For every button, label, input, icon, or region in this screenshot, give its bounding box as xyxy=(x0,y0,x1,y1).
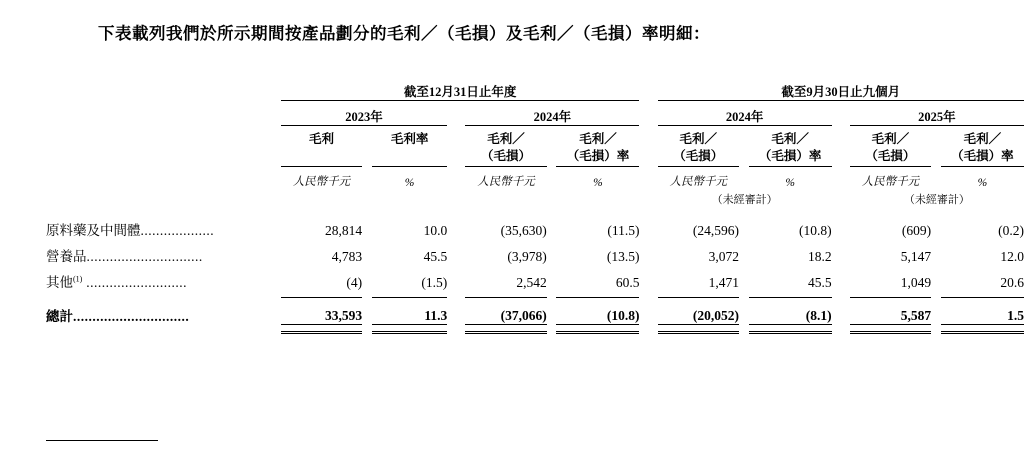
total-value-7: 1.5 xyxy=(941,298,1024,325)
col-header-1-line1: 毛利 xyxy=(308,132,334,146)
total-row xyxy=(46,298,1024,325)
row-label-raw-materials: 原料藥及中間體................... xyxy=(46,223,215,238)
col-header-1-line2 xyxy=(281,149,362,167)
audit-note-2025: （未經審計） xyxy=(903,194,970,206)
table-row xyxy=(46,239,1024,265)
col-header-8-line1: 毛利／ xyxy=(963,132,1002,146)
year-header-2023: 2023年 xyxy=(281,107,448,126)
footnote-divider xyxy=(46,440,158,441)
row-0-value-7: (0.2) xyxy=(998,223,1024,238)
row-2-value-2: 2,542 xyxy=(516,275,547,290)
footnote-marker: (1) xyxy=(73,274,83,284)
table-row xyxy=(46,265,1024,291)
row-label-others: 其他$^{(1)}$ .......................... xyxy=(46,274,187,290)
row-1-value-1: 45.5 xyxy=(423,249,448,264)
row-0-value-0: 28,814 xyxy=(325,223,363,238)
col-header-3-line1: 毛利／ xyxy=(487,132,525,146)
group-header-ninemonths: 截至9月30日止九個月 xyxy=(658,82,1024,101)
total-value-2: (37,066) xyxy=(465,298,546,325)
row-2-value-4: 1,471 xyxy=(708,275,739,290)
unit-6: % xyxy=(785,177,795,189)
col-header-6-line1: 毛利／ xyxy=(771,132,809,146)
unit-5: 人民幣千元 xyxy=(669,176,727,188)
col-header-5-line2: （毛損） xyxy=(658,149,739,167)
total-row-label: 總計.............................. xyxy=(46,308,190,324)
col-header-4-line2: （毛損）率 xyxy=(556,149,639,167)
total-value-1: 11.3 xyxy=(372,298,447,325)
units-row xyxy=(46,167,1024,190)
intro-paragraph: 下表載列我們於所示期間按產品劃分的毛利／（毛損）及毛利／（毛損）率明細： xyxy=(98,24,710,43)
row-1-value-5: 18.2 xyxy=(808,249,832,264)
row-0-value-4: (24,596) xyxy=(692,223,739,238)
year-header-2025-nine: 2025年 xyxy=(850,107,1024,126)
unit-7: 人民幣千元 xyxy=(861,176,920,188)
row-0-value-3: (11.5) xyxy=(607,223,640,238)
total-value-4: (20,052) xyxy=(658,298,739,325)
audit-note-2024: （未經審計） xyxy=(711,194,778,206)
row-1-value-4: 3,072 xyxy=(708,249,739,264)
unit-3: 人民幣千元 xyxy=(477,176,535,188)
row-2-value-6: 1,049 xyxy=(900,275,932,290)
row-2-value-1: (1.5) xyxy=(421,275,448,290)
column-header-line2-row xyxy=(46,149,1024,167)
col-header-6-line2: （毛損）率 xyxy=(749,149,832,167)
col-header-2-line2 xyxy=(372,149,447,167)
unit-2: % xyxy=(404,177,415,189)
year-header-2024-annual: 2024年 xyxy=(465,107,639,126)
row-0-value-6: (609) xyxy=(901,223,932,238)
total-value-5: (8.1) xyxy=(749,298,832,325)
row-1-value-6: 5,147 xyxy=(900,249,932,264)
group-header-row xyxy=(46,82,1024,101)
total-value-0: 33,593 xyxy=(281,298,362,325)
row-0-value-5: (10.8) xyxy=(799,223,832,238)
audit-note-row xyxy=(46,189,1024,207)
row-1-value-7: 12.0 xyxy=(1000,249,1024,264)
row-label-nutrition: 營養品.............................. xyxy=(46,249,203,264)
total-value-6: 5,587 xyxy=(850,298,931,325)
row-0-value-2: (35,630) xyxy=(500,223,547,238)
unit-4: % xyxy=(593,177,603,189)
gross-profit-table xyxy=(46,82,1024,334)
row-1-value-0: 4,783 xyxy=(331,249,363,264)
column-header-line1-row xyxy=(46,132,1024,149)
unit-8: % xyxy=(977,177,988,189)
year-header-2024-nine: 2024年 xyxy=(658,107,832,126)
col-header-8-line2: （毛損）率 xyxy=(941,149,1024,167)
col-header-3-line2: （毛損） xyxy=(465,149,546,167)
group-header-annual: 截至12月31日止年度 xyxy=(281,82,640,101)
row-2-value-7: 20.6 xyxy=(1000,275,1024,290)
col-header-7-line2: （毛損） xyxy=(850,149,931,167)
table-row xyxy=(46,213,1024,239)
row-2-value-3: 60.5 xyxy=(615,275,640,290)
row-2-value-5: 45.5 xyxy=(808,275,832,290)
row-0-value-1: 10.0 xyxy=(423,223,448,238)
total-double-rule xyxy=(46,325,1024,333)
col-header-2-line1: 毛利率 xyxy=(390,132,429,146)
row-1-value-2: (3,978) xyxy=(507,249,547,264)
col-header-7-line1: 毛利／ xyxy=(871,132,910,146)
total-value-3: (10.8) xyxy=(556,298,639,325)
col-header-5-line1: 毛利／ xyxy=(679,132,717,146)
row-1-value-3: (13.5) xyxy=(606,249,640,264)
unit-1: 人民幣千元 xyxy=(292,176,351,188)
year-header-row xyxy=(46,107,1024,126)
row-2-value-0: (4) xyxy=(346,275,363,290)
col-header-4-line1: 毛利／ xyxy=(579,132,617,146)
